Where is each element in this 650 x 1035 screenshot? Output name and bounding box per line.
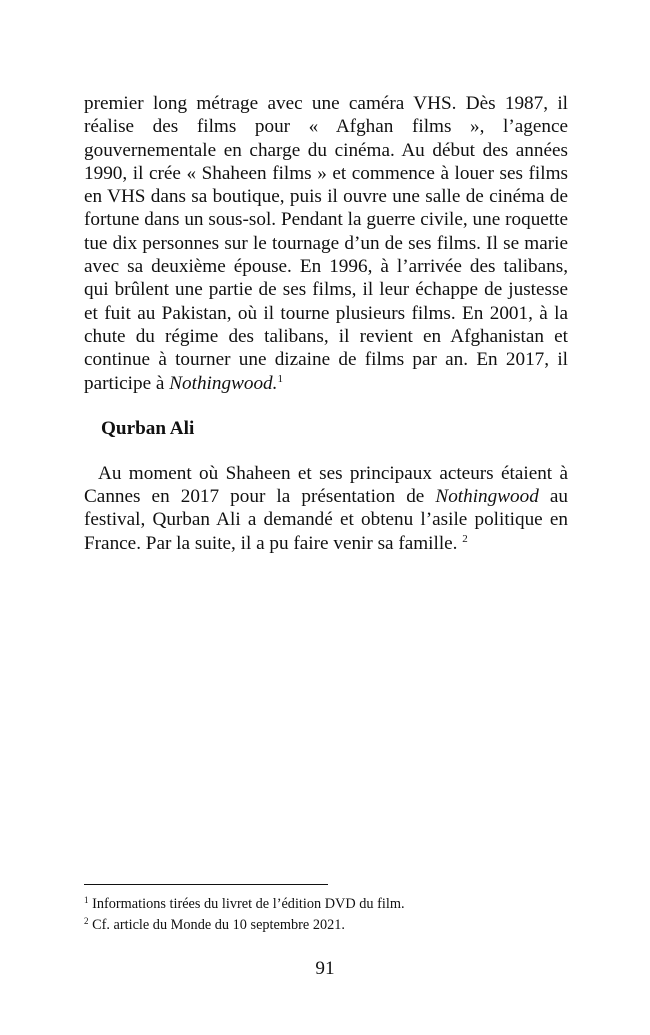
footnote-divider [84,884,328,885]
paragraph-qurban-ali [84,462,568,555]
footnote-number: 2 [84,916,89,926]
footnote-text: Cf. article du Monde du 10 septembre 2021. [88,917,345,933]
footnote-reference: 1 [277,372,283,385]
paragraph-shaheen-biography [84,92,568,395]
paragraph-text: premier long métrage avec une caméra VHS. Dès 1987, il réalise des films pour « Afghan films », l’agence gouvernementale en charge du cinéma. Au début des années 1990, il crée « Shaheen films » et commence à louer ses films en VHS dans sa boutique, puis il ouvre une salle de cinéma de fortune dans un sous-sol. Pendant la guerre civile, une roquette tue dix personnes sur le tournage d’un de ses films. Il se marie avec sa deuxième épouse. En 1996, à l’arrivée des talibans, qui brûlent une partie de ses films, il leur échappe de justesse et fuit au Pakistan, où il tourne plusieurs films. En 2001, à la chute du régime des talibans, il revient en Afghanistan et continue à tourner une dizaine de films par an. En 2017, il participe à [84,93,568,394]
footnote-reference: 2 [462,532,468,545]
film-title: Nothingwood [435,486,539,508]
footnote-text: Informations tirées du livret de l’édition DVD du film. [88,896,405,912]
footnotes [84,884,568,936]
film-title: Nothingwood. [169,372,278,394]
footnote [84,894,568,915]
page-number: 91 [315,958,335,979]
section-heading: Qurban Ali [101,417,195,439]
page-body [84,92,568,555]
footnote [84,915,568,936]
paragraph-text: Au moment où Shaheen et ses principaux acteurs étaient à Cannes en 2017 pour la présentation de [84,462,568,508]
footnote-number: 1 [84,895,89,905]
paragraph-text: au festival, Qurban Ali a demandé et obtenu l’asile politique en France. Par la suite, il a pu faire venir sa famille. [84,486,568,554]
